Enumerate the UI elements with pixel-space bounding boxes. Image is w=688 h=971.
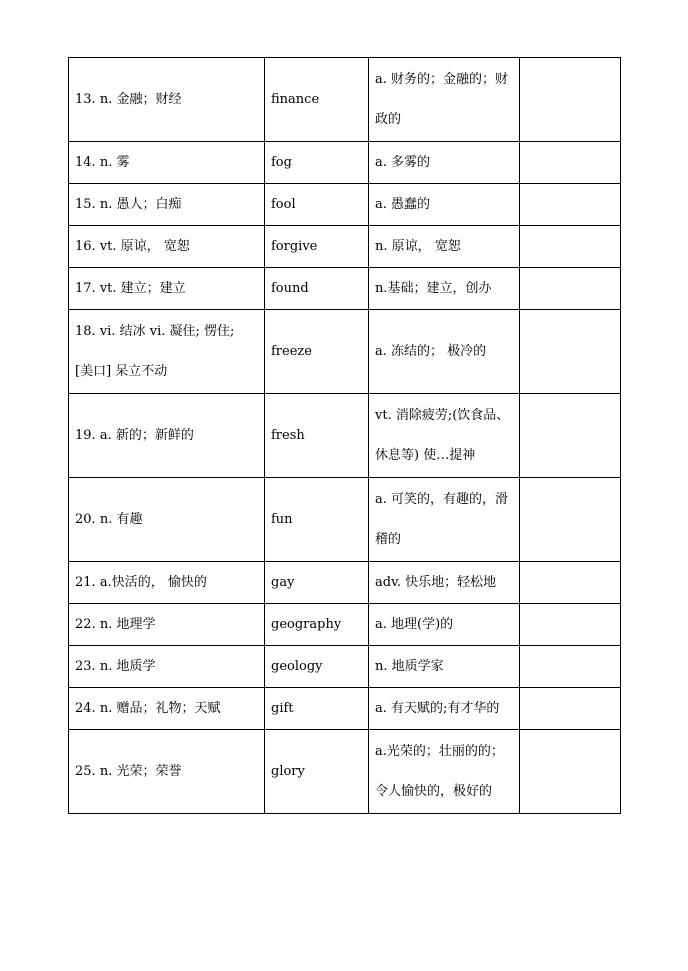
- english-word: forgive: [271, 238, 318, 254]
- headword-text: [75, 428, 194, 443]
- empty-cell: [520, 58, 621, 142]
- headword-cell: [69, 604, 265, 646]
- derivative-definition: a. 有天赋的;有才华的: [375, 700, 500, 716]
- derivative-cell: [369, 562, 520, 604]
- entry-number: 13.: [75, 91, 96, 107]
- english-word-cell: [265, 310, 369, 394]
- chinese-definition: n. 光荣；荣誉: [99, 763, 182, 779]
- entry-number: 16.: [75, 238, 96, 254]
- derivative-definition: a. 愚蠢的: [375, 196, 431, 212]
- english-word: found: [271, 280, 309, 296]
- entry-number: 24.: [75, 700, 96, 716]
- derivative-cell: [369, 478, 520, 562]
- table-row: [69, 688, 621, 730]
- table-row: [69, 394, 621, 478]
- empty-cell: [520, 478, 621, 562]
- chinese-definition: vt. 原谅， 宽恕: [99, 238, 190, 254]
- derivative-definition: a. 地理(学)的: [375, 616, 454, 632]
- derivative-definition: a. 可笑的，有趣的，滑 稽的: [375, 491, 509, 547]
- table-row: [69, 58, 621, 142]
- headword-text: [75, 659, 155, 674]
- headword-text: [75, 197, 181, 212]
- vocabulary-table-body: [69, 58, 621, 814]
- chinese-definition: vi. 结冰 vi. 凝住; 愣住; [美口] 呆立不动: [75, 323, 235, 379]
- vocabulary-table: [68, 57, 621, 814]
- chinese-definition: n. 雾: [99, 154, 130, 170]
- table-row: [69, 562, 621, 604]
- derivative-definition: n. 地质学家: [375, 658, 444, 674]
- english-word: geography: [271, 616, 342, 632]
- english-word: gift: [271, 700, 294, 716]
- headword-cell: [69, 226, 265, 268]
- english-word-cell: [265, 268, 369, 310]
- derivative-cell: [369, 394, 520, 478]
- empty-cell: [520, 730, 621, 814]
- chinese-definition: n. 地质学: [99, 658, 156, 674]
- headword-cell: [69, 268, 265, 310]
- headword-cell: [69, 142, 265, 184]
- headword-text: [75, 281, 186, 296]
- english-word-cell: [265, 688, 369, 730]
- headword-cell: [69, 730, 265, 814]
- entry-number: 15.: [75, 196, 96, 212]
- chinese-definition: n. 愚人；白痴: [99, 196, 182, 212]
- entry-number: 18.: [75, 323, 96, 339]
- english-word-cell: [265, 562, 369, 604]
- derivative-definition: a. 冻结的； 极冷的: [375, 343, 487, 359]
- entry-number: 19.: [75, 427, 96, 443]
- chinese-definition: vt. 建立；建立: [99, 280, 186, 296]
- headword-text: [75, 239, 190, 254]
- chinese-definition: n. 地理学: [99, 616, 156, 632]
- empty-cell: [520, 142, 621, 184]
- derivative-cell: [369, 310, 520, 394]
- headword-text: [75, 155, 129, 170]
- derivative-definition: a. 多雾的: [375, 154, 431, 170]
- headword-text: [75, 701, 220, 716]
- derivative-definition: n. 原谅， 宽恕: [375, 238, 461, 254]
- derivative-cell: [369, 730, 520, 814]
- derivative-definition: n.基础；建立，创办: [375, 280, 492, 296]
- table-row: [69, 226, 621, 268]
- english-word-cell: [265, 646, 369, 688]
- empty-cell: [520, 688, 621, 730]
- english-word: freeze: [271, 343, 312, 359]
- entry-number: 23.: [75, 658, 96, 674]
- chinese-definition: a. 新的；新鲜的: [99, 427, 194, 443]
- chinese-definition: n. 赠品；礼物；天赋: [99, 700, 221, 716]
- english-word-cell: [265, 730, 369, 814]
- english-word-cell: [265, 478, 369, 562]
- english-word: glory: [271, 763, 305, 779]
- table-row: [69, 310, 621, 394]
- table-row: [69, 142, 621, 184]
- table-row: [69, 730, 621, 814]
- empty-cell: [520, 604, 621, 646]
- headword-text: [75, 92, 181, 107]
- derivative-definition: a. 财务的；金融的；财 政的: [375, 71, 509, 127]
- english-word-cell: [265, 184, 369, 226]
- english-word-cell: [265, 394, 369, 478]
- derivative-definition: a.光荣的；壮丽的的； 令人愉快的，极好的: [375, 743, 504, 799]
- table-row: [69, 604, 621, 646]
- table-row: [69, 184, 621, 226]
- derivative-cell: [369, 688, 520, 730]
- headword-cell: [69, 646, 265, 688]
- derivative-cell: [369, 646, 520, 688]
- headword-cell: [69, 478, 265, 562]
- table-row: [69, 478, 621, 562]
- headword-cell: [69, 688, 265, 730]
- derivative-cell: [369, 58, 520, 142]
- empty-cell: [520, 226, 621, 268]
- english-word-cell: [265, 58, 369, 142]
- headword-cell: [69, 562, 265, 604]
- english-word: fresh: [271, 427, 305, 443]
- headword-text: [75, 512, 142, 527]
- derivative-definition: adv. 快乐地；轻松地: [375, 574, 497, 590]
- empty-cell: [520, 268, 621, 310]
- empty-cell: [520, 562, 621, 604]
- chinese-definition: n. 有趣: [99, 511, 143, 527]
- english-word-cell: [265, 604, 369, 646]
- headword-text: [75, 575, 207, 590]
- derivative-definition: vt. 消除疲劳;(饮食品、 休息等) 使…提神: [375, 407, 510, 463]
- english-word: fool: [271, 196, 296, 212]
- entry-number: 20.: [75, 511, 96, 527]
- headword-cell: [69, 394, 265, 478]
- entry-number: 25.: [75, 763, 96, 779]
- headword-text: [75, 324, 234, 379]
- english-word: fog: [271, 154, 292, 170]
- headword-cell: [69, 184, 265, 226]
- empty-cell: [520, 184, 621, 226]
- entry-number: 14.: [75, 154, 96, 170]
- derivative-cell: [369, 604, 520, 646]
- chinese-definition: n. 金融；财经: [99, 91, 182, 107]
- derivative-cell: [369, 268, 520, 310]
- table-row: [69, 268, 621, 310]
- derivative-cell: [369, 142, 520, 184]
- headword-cell: [69, 58, 265, 142]
- english-word: fun: [271, 511, 293, 527]
- empty-cell: [520, 310, 621, 394]
- headword-text: [75, 617, 155, 632]
- chinese-definition: a.快活的， 愉快的: [99, 574, 207, 590]
- english-word-cell: [265, 142, 369, 184]
- derivative-cell: [369, 226, 520, 268]
- english-word: geology: [271, 658, 323, 674]
- empty-cell: [520, 394, 621, 478]
- english-word-cell: [265, 226, 369, 268]
- entry-number: 17.: [75, 280, 96, 296]
- table-row: [69, 646, 621, 688]
- english-word: gay: [271, 574, 295, 590]
- entry-number: 22.: [75, 616, 96, 632]
- entry-number: 21.: [75, 574, 96, 590]
- empty-cell: [520, 646, 621, 688]
- headword-text: [75, 764, 181, 779]
- derivative-cell: [369, 184, 520, 226]
- english-word: finance: [271, 91, 320, 107]
- headword-cell: [69, 310, 265, 394]
